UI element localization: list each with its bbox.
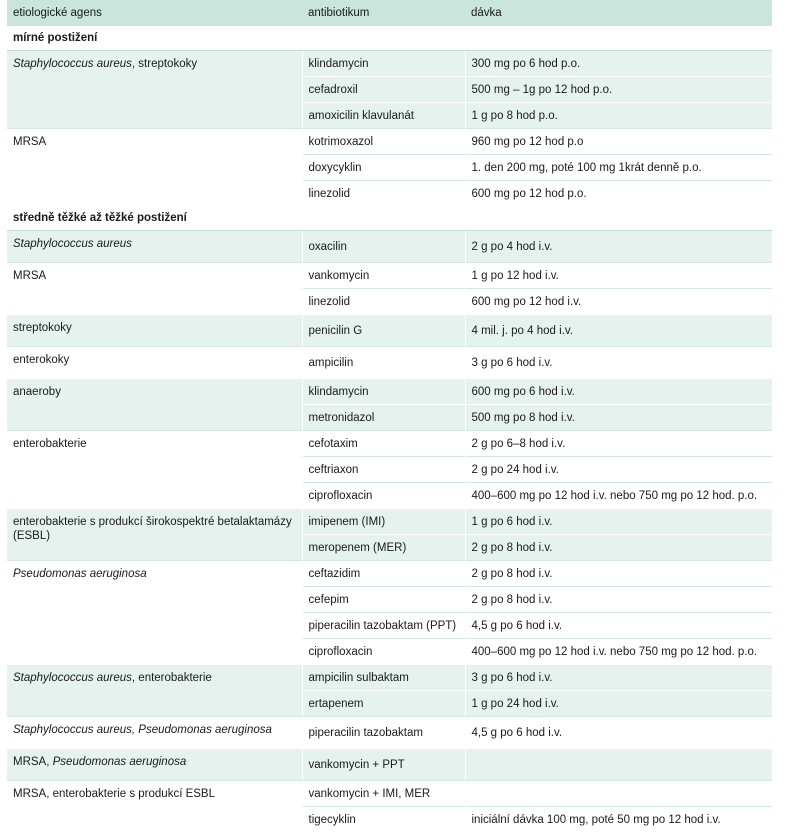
agens-text: MRSA bbox=[13, 136, 46, 148]
agens-text: , enterobakterie bbox=[132, 672, 212, 684]
agens-cell bbox=[7, 509, 302, 561]
agens-cell bbox=[7, 717, 302, 749]
agens-cell bbox=[7, 129, 302, 207]
table-row bbox=[7, 665, 772, 691]
table-row bbox=[7, 263, 772, 289]
antibiotic-cell: cefotaxim bbox=[302, 431, 465, 457]
agens-text: , streptokoky bbox=[132, 58, 197, 70]
table-row bbox=[7, 347, 772, 379]
dose-cell: iniciální dávka 100 mg, poté 50 mg po 12 hod i.v. bbox=[465, 807, 772, 832]
agens-cell bbox=[7, 263, 302, 315]
table-row bbox=[7, 315, 772, 347]
antibiotic-cell: ertapenem bbox=[302, 691, 465, 717]
agens-italic: Staphylococcus aureus, Pseudomonas aeruginosa bbox=[13, 724, 272, 736]
dose-cell: 1. den 200 mg, poté 100 mg 1krát denně p.o. bbox=[465, 155, 772, 181]
dose-cell: 1 g po 8 hod p.o. bbox=[465, 103, 772, 129]
antibiotic-cell: ciprofloxacin bbox=[302, 639, 465, 665]
agens-cell bbox=[7, 315, 302, 347]
dose-cell: 2 g po 8 hod i.v. bbox=[465, 561, 772, 587]
antibiotic-cell: piperacilin tazobaktam (PPT) bbox=[302, 613, 465, 639]
dose-cell: 600 mg po 6 hod i.v. bbox=[465, 379, 772, 405]
dose-cell: 2 g po 8 hod i.v. bbox=[465, 535, 772, 561]
dose-cell: 3 g po 6 hod i.v. bbox=[465, 665, 772, 691]
antibiotic-cell: ceftazidim bbox=[302, 561, 465, 587]
agens-cell bbox=[7, 379, 302, 431]
agens-italic: Staphylococcus aureus bbox=[13, 58, 132, 70]
agens-prefix: MRSA, bbox=[13, 756, 53, 768]
agens-text: streptokoky bbox=[13, 322, 72, 334]
agens-text: enterokoky bbox=[13, 354, 69, 366]
agens-cell bbox=[7, 561, 302, 665]
dose-cell: 1 g po 6 hod i.v. bbox=[465, 509, 772, 535]
antibiotic-cell: vankomycin bbox=[302, 263, 465, 289]
agens-text: enterobakterie bbox=[13, 438, 87, 450]
agens-text: enterobakterie s produkcí širokospektré betalaktamázy (ESBL) bbox=[13, 516, 292, 542]
dose-cell: 1 g po 12 hod i.v. bbox=[465, 263, 772, 289]
antibiotic-cell: doxycyklin bbox=[302, 155, 465, 181]
section-title: mírné postižení bbox=[7, 26, 772, 51]
antibiotic-cell: linezolid bbox=[302, 289, 465, 315]
antibiotic-cell: ampicilin sulbaktam bbox=[302, 665, 465, 691]
agens-cell bbox=[7, 749, 302, 781]
table-row bbox=[7, 431, 772, 457]
table-row bbox=[7, 51, 772, 77]
agens-italic: Staphylococcus aureus bbox=[13, 672, 132, 684]
section-title: středně těžké až těžké postižení bbox=[7, 206, 772, 231]
table-row bbox=[7, 561, 772, 587]
dose-cell: 2 g po 6–8 hod i.v. bbox=[465, 431, 772, 457]
antibiotic-cell: linezolid bbox=[302, 181, 465, 207]
header-agens: etiologické agens bbox=[7, 0, 302, 26]
dose-cell: 600 mg po 12 hod p.o. bbox=[465, 181, 772, 207]
antibiotic-cell: ciprofloxacin bbox=[302, 483, 465, 509]
dose-cell: 2 g po 24 hod i.v. bbox=[465, 457, 772, 483]
antibiotic-cell: vankomycin + PPT bbox=[302, 749, 465, 781]
dose-cell: 4 mil. j. po 4 hod i.v. bbox=[465, 315, 772, 347]
antibiotic-cell: ampicilin bbox=[302, 347, 465, 379]
dose-cell: 4,5 g po 6 hod i.v. bbox=[465, 717, 772, 749]
antibiotic-cell: klindamycin bbox=[302, 51, 465, 77]
antibiotic-cell: meropenem (MER) bbox=[302, 535, 465, 561]
table-row bbox=[7, 129, 772, 155]
antibiotic-cell: oxacilin bbox=[302, 231, 465, 263]
dose-cell: 500 mg po 8 hod i.v. bbox=[465, 405, 772, 431]
antibiotic-cell: penicilin G bbox=[302, 315, 465, 347]
dose-cell: 600 mg po 12 hod i.v. bbox=[465, 289, 772, 315]
section-row bbox=[7, 26, 772, 51]
dose-cell: 4,5 g po 6 hod i.v. bbox=[465, 613, 772, 639]
table-row bbox=[7, 379, 772, 405]
section-row bbox=[7, 206, 772, 231]
antibiotic-cell: metronidazol bbox=[302, 405, 465, 431]
agens-cell bbox=[7, 231, 302, 263]
antibiotic-cell: tigecyklin bbox=[302, 807, 465, 832]
antibiotic-cell: ceftriaxon bbox=[302, 457, 465, 483]
dose-cell bbox=[465, 781, 772, 807]
antibiotic-cell: vankomycin + IMI, MER bbox=[302, 781, 465, 807]
antibiotic-cell: klindamycin bbox=[302, 379, 465, 405]
agens-italic: Pseudomonas aeruginosa bbox=[13, 568, 147, 580]
dose-cell: 3 g po 6 hod i.v. bbox=[465, 347, 772, 379]
table-body bbox=[7, 26, 772, 832]
agens-text: MRSA bbox=[13, 270, 46, 282]
agens-cell bbox=[7, 781, 302, 832]
antibiotic-cell: amoxicilin klavulanát bbox=[302, 103, 465, 129]
table-row bbox=[7, 749, 772, 781]
agens-cell bbox=[7, 665, 302, 717]
dose-cell bbox=[465, 749, 772, 781]
dose-cell: 400–600 mg po 12 hod i.v. nebo 750 mg po 12 hod. p.o. bbox=[465, 639, 772, 665]
dose-cell: 400–600 mg po 12 hod i.v. nebo 750 mg po 12 hod. p.o. bbox=[465, 483, 772, 509]
table-row bbox=[7, 509, 772, 535]
antibiotic-table-container bbox=[7, 0, 772, 832]
antibiotic-table bbox=[7, 0, 772, 832]
antibiotic-cell: kotrimoxazol bbox=[302, 129, 465, 155]
dose-cell: 960 mg po 12 hod p.o bbox=[465, 129, 772, 155]
dose-cell: 2 g po 8 hod i.v. bbox=[465, 587, 772, 613]
agens-text: anaeroby bbox=[13, 386, 61, 398]
agens-text: MRSA, enterobakterie s produkcí ESBL bbox=[13, 788, 215, 800]
agens-italic: Staphylococcus aureus bbox=[13, 238, 132, 250]
antibiotic-cell: imipenem (IMI) bbox=[302, 509, 465, 535]
table-row bbox=[7, 781, 772, 807]
antibiotic-cell: piperacilin tazobaktam bbox=[302, 717, 465, 749]
dose-cell: 1 g po 24 hod i.v. bbox=[465, 691, 772, 717]
table-row bbox=[7, 231, 772, 263]
dose-cell: 2 g po 4 hod i.v. bbox=[465, 231, 772, 263]
dose-cell: 500 mg – 1g po 12 hod p.o. bbox=[465, 77, 772, 103]
agens-cell bbox=[7, 51, 302, 129]
table-row bbox=[7, 717, 772, 749]
header-row bbox=[7, 0, 772, 26]
dose-cell: 300 mg po 6 hod p.o. bbox=[465, 51, 772, 77]
agens-cell bbox=[7, 431, 302, 509]
antibiotic-cell: cefepim bbox=[302, 587, 465, 613]
agens-italic: Pseudomonas aeruginosa bbox=[53, 756, 187, 768]
antibiotic-cell: cefadroxil bbox=[302, 77, 465, 103]
agens-cell bbox=[7, 347, 302, 379]
header-antibiotic: antibiotikum bbox=[302, 0, 465, 26]
header-dose: dávka bbox=[465, 0, 772, 26]
